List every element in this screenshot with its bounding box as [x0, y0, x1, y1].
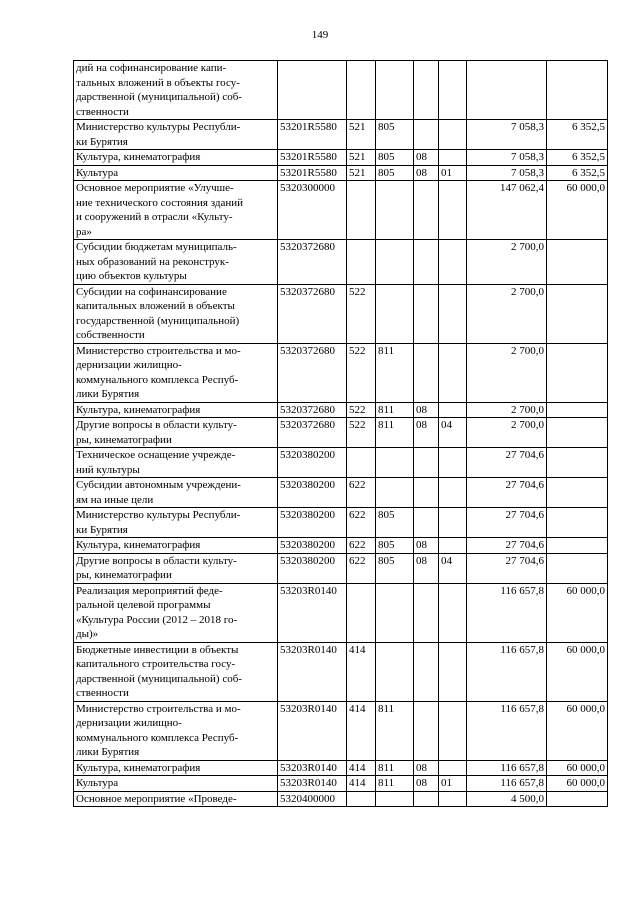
row-ministry-cell: 811 [376, 701, 414, 760]
row-ministry-cell: 805 [376, 508, 414, 538]
row-section-cell [414, 701, 439, 760]
row-sum-first-cell: 116 657,8 [467, 583, 547, 642]
row-code-cell: 5320400000 [278, 791, 347, 807]
table-row [74, 701, 608, 760]
row-section-cell: 08 [414, 165, 439, 181]
row-expense-type-cell: 414 [347, 776, 376, 792]
row-code-cell: 5320372680 [278, 402, 347, 418]
table-row [74, 642, 608, 701]
row-expense-type-cell: 521 [347, 120, 376, 150]
row-name-cell: Министерство культуры Республи- ки Бурятия [74, 120, 278, 150]
row-name-cell: Культура [74, 165, 278, 181]
row-sum-first-cell: 116 657,8 [467, 701, 547, 760]
row-section-cell [414, 343, 439, 402]
row-code-cell: 5320372680 [278, 343, 347, 402]
page-number: 149 [311, 29, 329, 41]
row-subsection-cell [439, 508, 467, 538]
row-name-cell: Культура [74, 776, 278, 792]
row-ministry-cell [376, 61, 414, 120]
row-sum-first-cell: 2 700,0 [467, 418, 547, 448]
row-subsection-cell [439, 583, 467, 642]
row-sum-second-cell [547, 478, 608, 508]
row-ministry-cell [376, 583, 414, 642]
row-code-cell: 53201R5580 [278, 165, 347, 181]
row-subsection-cell: 01 [439, 776, 467, 792]
row-section-cell: 08 [414, 553, 439, 583]
row-subsection-cell [439, 791, 467, 807]
row-expense-type-cell: 521 [347, 165, 376, 181]
row-sum-second-cell: 60 000,0 [547, 776, 608, 792]
row-code-cell: 5320372680 [278, 284, 347, 343]
row-expense-type-cell: 622 [347, 553, 376, 583]
row-expense-type-cell: 414 [347, 701, 376, 760]
row-code-cell: 53203R0140 [278, 701, 347, 760]
row-name-cell: Основное мероприятие «Проведе- [74, 791, 278, 807]
row-expense-type-cell [347, 240, 376, 285]
row-sum-second-cell [547, 284, 608, 343]
row-expense-type-cell: 521 [347, 150, 376, 166]
row-section-cell: 08 [414, 402, 439, 418]
row-sum-second-cell [547, 791, 608, 807]
row-code-cell: 5320372680 [278, 240, 347, 285]
row-ministry-cell [376, 448, 414, 478]
row-code-cell: 5320372680 [278, 418, 347, 448]
row-name-cell: Другие вопросы в области культу- ры, кинематографии [74, 553, 278, 583]
row-sum-first-cell: 2 700,0 [467, 284, 547, 343]
row-section-cell [414, 448, 439, 478]
row-ministry-cell: 811 [376, 343, 414, 402]
row-ministry-cell: 805 [376, 150, 414, 166]
row-name-cell: Министерство строительства и мо- дернизации жилищно- коммунального комплекса Респуб- лики Бурятия [74, 701, 278, 760]
row-name-cell: Субсидии бюджетам муниципаль- ных образований на реконструк- цию объектов культуры [74, 240, 278, 285]
row-sum-second-cell: 60 000,0 [547, 583, 608, 642]
row-code-cell: 5320380200 [278, 508, 347, 538]
row-sum-second-cell [547, 418, 608, 448]
table-row [74, 508, 608, 538]
row-code-cell: 53203R0140 [278, 776, 347, 792]
table-row [74, 61, 608, 120]
row-code-cell: 53203R0140 [278, 642, 347, 701]
row-sum-second-cell [547, 402, 608, 418]
row-sum-first-cell: 116 657,8 [467, 642, 547, 701]
row-section-cell: 08 [414, 760, 439, 776]
row-code-cell: 53203R0140 [278, 583, 347, 642]
row-expense-type-cell [347, 583, 376, 642]
row-ministry-cell: 811 [376, 776, 414, 792]
row-subsection-cell [439, 120, 467, 150]
row-ministry-cell: 811 [376, 760, 414, 776]
row-subsection-cell [439, 61, 467, 120]
row-expense-type-cell: 414 [347, 642, 376, 701]
row-code-cell: 53201R5580 [278, 120, 347, 150]
row-code-cell: 5320380200 [278, 448, 347, 478]
budget-table [73, 60, 608, 807]
table-row [74, 553, 608, 583]
row-name-cell: Министерство культуры Республи- ки Бурятия [74, 508, 278, 538]
row-subsection-cell: 04 [439, 553, 467, 583]
row-sum-first-cell: 27 704,6 [467, 538, 547, 554]
row-ministry-cell: 805 [376, 165, 414, 181]
row-sum-second-cell: 6 352,5 [547, 165, 608, 181]
row-subsection-cell [439, 701, 467, 760]
row-expense-type-cell [347, 448, 376, 478]
row-expense-type-cell: 622 [347, 538, 376, 554]
row-name-cell: Другие вопросы в области культу- ры, кинематографии [74, 418, 278, 448]
row-section-cell: 08 [414, 776, 439, 792]
row-name-cell: Бюджетные инвестиции в объекты капитального строительства госу- дарственной (муниципальной) соб- ственности [74, 642, 278, 701]
row-sum-first-cell: 27 704,6 [467, 553, 547, 583]
row-sum-second-cell: 60 000,0 [547, 760, 608, 776]
row-name-cell: Культура, кинематография [74, 402, 278, 418]
row-name-cell: Культура, кинематография [74, 538, 278, 554]
row-ministry-cell: 805 [376, 120, 414, 150]
row-code-cell [278, 61, 347, 120]
row-sum-second-cell [547, 343, 608, 402]
row-ministry-cell [376, 791, 414, 807]
table-row [74, 120, 608, 150]
row-sum-first-cell: 7 058,3 [467, 150, 547, 166]
row-section-cell [414, 181, 439, 240]
row-ministry-cell: 811 [376, 418, 414, 448]
row-sum-first-cell: 147 062,4 [467, 181, 547, 240]
table-row [74, 791, 608, 807]
row-sum-second-cell [547, 448, 608, 478]
row-section-cell [414, 61, 439, 120]
row-sum-first-cell: 4 500,0 [467, 791, 547, 807]
row-sum-first-cell: 27 704,6 [467, 508, 547, 538]
row-sum-second-cell: 60 000,0 [547, 701, 608, 760]
table-row [74, 150, 608, 166]
row-sum-second-cell: 60 000,0 [547, 642, 608, 701]
row-name-cell: Реализация мероприятий феде- ральной целевой программы «Культура России (2012 – 2018 го- ды)» [74, 583, 278, 642]
table-row [74, 165, 608, 181]
row-code-cell: 53201R5580 [278, 150, 347, 166]
row-subsection-cell: 04 [439, 418, 467, 448]
row-sum-first-cell: 116 657,8 [467, 776, 547, 792]
budget-table-body [74, 61, 608, 807]
row-sum-second-cell: 60 000,0 [547, 181, 608, 240]
row-sum-second-cell: 6 352,5 [547, 150, 608, 166]
row-subsection-cell [439, 240, 467, 285]
row-sum-first-cell: 2 700,0 [467, 402, 547, 418]
row-section-cell [414, 642, 439, 701]
table-row [74, 343, 608, 402]
row-name-cell: Культура, кинематография [74, 150, 278, 166]
row-sum-second-cell [547, 508, 608, 538]
row-expense-type-cell: 522 [347, 418, 376, 448]
row-section-cell [414, 508, 439, 538]
row-code-cell: 5320300000 [278, 181, 347, 240]
row-ministry-cell: 811 [376, 402, 414, 418]
row-sum-first-cell: 7 058,3 [467, 120, 547, 150]
row-sum-first-cell: 7 058,3 [467, 165, 547, 181]
row-expense-type-cell: 622 [347, 478, 376, 508]
row-section-cell [414, 791, 439, 807]
row-ministry-cell [376, 642, 414, 701]
row-sum-first-cell: 2 700,0 [467, 240, 547, 285]
row-subsection-cell [439, 150, 467, 166]
row-ministry-cell [376, 284, 414, 343]
row-subsection-cell [439, 343, 467, 402]
table-row [74, 402, 608, 418]
row-subsection-cell [439, 642, 467, 701]
row-sum-second-cell [547, 240, 608, 285]
table-row [74, 760, 608, 776]
row-sum-first-cell: 116 657,8 [467, 760, 547, 776]
row-sum-first-cell: 27 704,6 [467, 448, 547, 478]
row-subsection-cell: 01 [439, 165, 467, 181]
row-sum-second-cell [547, 553, 608, 583]
row-sum-second-cell: 6 352,5 [547, 120, 608, 150]
row-section-cell [414, 284, 439, 343]
row-subsection-cell [439, 402, 467, 418]
row-name-cell: Министерство строительства и мо- дернизации жилищно- коммунального комплекса Респуб- лики Бурятия [74, 343, 278, 402]
row-name-cell: Техническое оснащение учрежде- ний культуры [74, 448, 278, 478]
row-subsection-cell [439, 538, 467, 554]
row-expense-type-cell: 522 [347, 343, 376, 402]
table-row [74, 478, 608, 508]
row-section-cell: 08 [414, 150, 439, 166]
table-row [74, 240, 608, 285]
row-ministry-cell: 805 [376, 538, 414, 554]
table-row [74, 776, 608, 792]
row-subsection-cell [439, 448, 467, 478]
table-row [74, 418, 608, 448]
row-subsection-cell [439, 760, 467, 776]
row-code-cell: 5320380200 [278, 538, 347, 554]
row-sum-first-cell: 27 704,6 [467, 478, 547, 508]
row-sum-second-cell [547, 61, 608, 120]
row-subsection-cell [439, 284, 467, 343]
row-expense-type-cell: 622 [347, 508, 376, 538]
row-expense-type-cell: 414 [347, 760, 376, 776]
row-sum-first-cell [467, 61, 547, 120]
table-row [74, 284, 608, 343]
table-row [74, 583, 608, 642]
row-name-cell: Культура, кинематография [74, 760, 278, 776]
row-code-cell: 5320380200 [278, 478, 347, 508]
row-section-cell: 08 [414, 418, 439, 448]
row-expense-type-cell [347, 791, 376, 807]
row-ministry-cell [376, 478, 414, 508]
row-expense-type-cell [347, 61, 376, 120]
row-section-cell [414, 478, 439, 508]
row-expense-type-cell [347, 181, 376, 240]
row-section-cell [414, 583, 439, 642]
row-name-cell: Основное мероприятие «Улучше- ние технического состояния зданий и сооружений в отрасли «Культу- ра» [74, 181, 278, 240]
row-ministry-cell [376, 181, 414, 240]
row-subsection-cell [439, 478, 467, 508]
row-name-cell: дий на софинансирование капи- тальных вложений в объекты госу- дарственной (муниципальной) соб- ственности [74, 61, 278, 120]
row-sum-second-cell [547, 538, 608, 554]
row-section-cell [414, 240, 439, 285]
table-row [74, 538, 608, 554]
table-row [74, 181, 608, 240]
row-ministry-cell: 805 [376, 553, 414, 583]
row-expense-type-cell: 522 [347, 284, 376, 343]
row-section-cell: 08 [414, 538, 439, 554]
row-name-cell: Субсидии автономным учреждени- ям на иные цели [74, 478, 278, 508]
table-row [74, 448, 608, 478]
row-subsection-cell [439, 181, 467, 240]
row-name-cell: Субсидии на софинансирование капитальных вложений в объекты государственной (муниципальной) собственности [74, 284, 278, 343]
row-ministry-cell [376, 240, 414, 285]
row-expense-type-cell: 522 [347, 402, 376, 418]
row-section-cell [414, 120, 439, 150]
row-sum-first-cell: 2 700,0 [467, 343, 547, 402]
row-code-cell: 5320380200 [278, 553, 347, 583]
row-code-cell: 53203R0140 [278, 760, 347, 776]
